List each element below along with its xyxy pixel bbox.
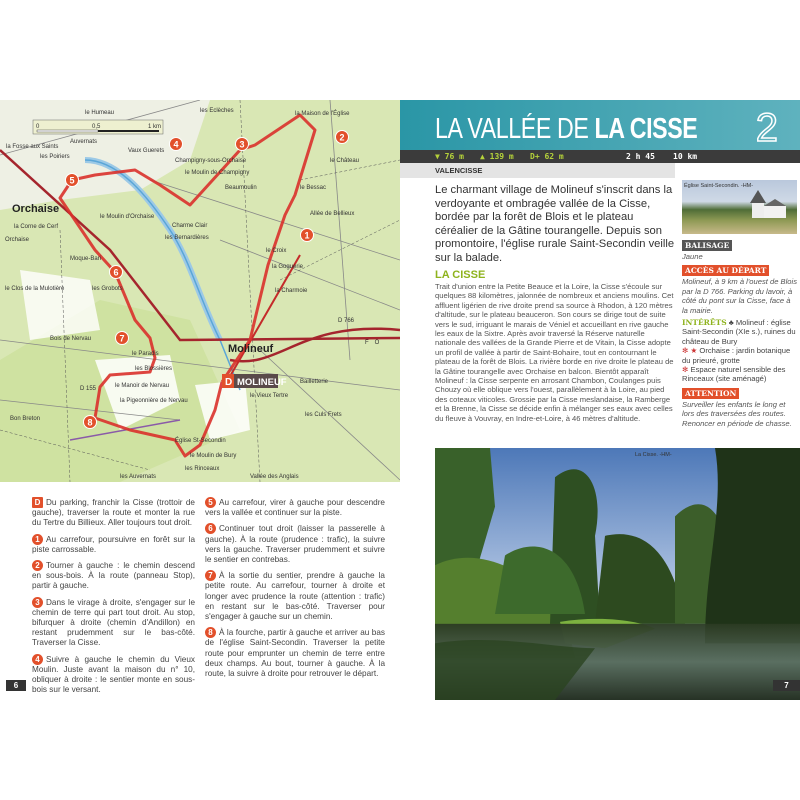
step-text: Dans le virage à droite, s'engager sur le chemin de terre qui part tout droit. Au stop, bifurquer à droite (chemin d'Andillon) en restant prudemment sur le bas-côté. Traverser la Cisse. [32,597,195,648]
step-text: À la fourche, partir à gauche et arriver au bas de l'église Saint-Secondin. Traverser la petite route pour emprunter un chemin de terre entre deux champs. Au bout, tourner à gauche. À la route, la suivre à droite pour retrouver le départ. [205,628,385,679]
interets-item: Espace naturel sensible des Rinceaux (site aménagé) [682,365,786,384]
stats-bar [400,150,800,163]
scale-label: 0,5 [92,124,101,130]
distance: 10 km [673,152,698,161]
waypoint-number: 5 [69,175,75,186]
waypoint-number: 7 [119,333,125,344]
map-place-label: Bailletterie [300,379,329,385]
elevation-gain: D+ 62 m [530,152,564,161]
church-symbol-icon: ♣ [728,318,734,328]
waypoint-number: 8 [87,417,93,428]
direction-step [32,534,195,555]
step-number-badge: D [32,497,43,508]
interets-item: Molineuf : église Saint-Secondin (XIe s.), ruines du château de Bury [682,318,796,346]
waypoint-marker[interactable] [66,174,79,187]
map-place-label: Charme Clair [172,223,208,229]
title-bold: LA CISSE [594,113,698,145]
map-place-label: FO [365,340,386,346]
map-place-label: Moque-Bari [70,256,102,262]
waypoint-marker[interactable] [301,229,314,242]
step-number-badge: 6 [205,523,216,534]
interets-item: Orchaise : jardin botanique du prieuré, grotte [682,346,791,365]
waypoint-marker[interactable] [110,266,123,279]
directions-column-2 [205,497,385,684]
map-place-label: D 155 [80,386,97,392]
step-number-badge: 5 [205,497,216,508]
map-place-label: Église St-Secondin [175,438,226,444]
waypoint-number: 3 [239,139,245,150]
route-title [435,113,697,146]
map-place-label: le Manoir de Nervau [115,383,170,389]
map-place-label: le Humeau [85,110,115,116]
map-place-label: le Croix [266,248,287,254]
interets-label: INTÉRÊTS [682,318,727,328]
map-place-label: les Auvernats [120,474,157,480]
direction-step [32,560,195,592]
intro-text: Le charmant village de Molineuf s'inscrit dans la verdoyante et ombragée vallée de la Cisse, bordée par la forêt de Blois et le plateau céréalier de la Gâtine tourangelle. Depuis son promontoire, l'église rurale Saint-Secondin veille sur la balade. [435,184,675,264]
title-light: LA VALLÉE DE [435,113,595,145]
map-place-label: les Eclèches [200,108,234,114]
waypoint-marker[interactable] [84,416,97,429]
attention-text: Surveiller les enfants le long et lors des traversées des routes. Renoncer en période de chasse. [682,399,792,428]
step-text: Du parking, franchir la Cisse (trottoir de gauche), traverser la route et monter la rue du Tertre du Billieux. Aller toujours tout droit. [32,498,195,528]
map-place-label: les Culs Frets [305,412,342,418]
map-place-label: la Maison de l'Église [295,111,350,117]
waypoint-number: 4 [173,139,179,150]
map-place-label: Vallée des Anglais [250,474,299,480]
map-place-label: D 766 [338,318,355,324]
map-place-label: la Fosse aux Saints [6,144,59,150]
balisage-value: Jaune [682,252,703,261]
map-place-label: le Moulin de Champigny [185,170,250,176]
scale-label: 1 km [148,124,162,130]
route-header [400,100,800,150]
max-altitude: ▲ 139 m [480,152,514,161]
step-text: Tourner à gauche : le chemin descend en sous-bois. À la route (panneau Stop), partir à gauche. [32,561,195,591]
direction-step [205,523,385,565]
map-place-label: la Charmoie [275,288,308,294]
map-place-label: la Pigeonnière de Nervau [120,398,188,404]
garden-icon: ✻ ★ [682,346,698,356]
acces-text: Molineuf, à 9 km à l'ouest de Blois par la D 766. Parking du lavoir, à côté du pont sur la Cisse, face à la mairie. [682,277,797,315]
river-photo [435,448,800,700]
start-marker[interactable] [222,374,287,388]
photo-caption: Église Saint-Secondin. -HM- [684,183,754,189]
waypoint-marker[interactable] [170,138,183,151]
attention-label: ATTENTION [682,388,739,399]
map-place-label: le Vieux Tertre [250,393,289,399]
map-place-label: Bon Breton [10,416,41,422]
map-place-label: le Château [330,158,360,164]
start-letter: D [225,377,233,388]
start-label: MOLINEUF [237,377,287,388]
direction-step [32,654,195,696]
section-title: LA CISSE [435,269,486,281]
scale-label: 0 [36,124,40,130]
direction-step [205,497,385,518]
step-number-badge: 7 [205,570,216,581]
nature-icon: ✻ [682,365,689,375]
map-place-label: Allée de Bellieux [310,211,355,217]
min-altitude: ▼ 76 m [435,152,464,161]
map-place-label: Champigny-sous-Orchaise [175,158,247,164]
map-place-label: le Clos de la Mulotière [5,286,65,292]
info-sidebar [682,180,797,428]
direction-step [32,597,195,649]
map-place-label: les Poiriers [40,154,70,160]
direction-step [205,570,385,622]
map-place-label: Bois de Nervau [50,336,92,342]
map-place-label: le Bessac [300,185,327,191]
topographic-map[interactable] [0,100,400,482]
step-number-badge: 1 [32,534,43,545]
map-scale-bar [33,120,163,134]
step-number-badge: 8 [205,627,216,638]
map-place-label: la Goguerie [272,264,304,270]
waypoint-number: 6 [113,267,119,278]
map-place-label: Auvernats [70,139,98,145]
waypoint-marker[interactable] [336,131,349,144]
step-text: Au carrefour, poursuivre en forêt sur la piste carrossable. [32,534,195,554]
step-text: Au carrefour, virer à gauche pour descendre vers la vallée et continuer sur la piste. [205,498,385,518]
step-text: Suivre à gauche le chemin du Vieux Moulin. Juste avant la maison du n° 10, obliquer à droite : le sentier monte en sous-bois sur le versant. [32,654,195,695]
step-text: À la sortie du sentier, prendre à gauche la petite route. Au carrefour, tourner à droite et longer avec prudence la route (attention : trafic) en restant sur le bas-côté. Traverser pour s'engager à gauche sur un chemin. [205,571,385,622]
section-text: Trait d'union entre la Petite Beauce et la Loire, la Cisse s'écoule sur quelques 88 kilomètres, jalonnée de nombreux et anciens moulins. Cet affluent ligérien de rive droite prend sa source à Rhodon, à 120 mètres d'altitude, sur le plateau beauceron. Son cours se dirige tout de suite vers le sud, irriguant le marais de Véniel et accueillant en rive gauche les eaux de la Sixtre. Après avoir traversé la Réserve naturelle nationale des vallées de la Grande Pierre et de Vitain, la Cisse adopte un profil de vallée à partir de Saint-Bohaire, tout en contournant le plateau de la forêt de Blois. La rivière borde en rive droite le plateau de la Gâtine tourangelle avec Orchaise en balcon. Bientôt apparaît Molineuf : la Cisse serpente en arrosant Chambon, Coulanges puis Chouzy où elle oblique vers l'ouest, parallèlement à la Loire, au pied des coteaux viticoles. Grossie par la Cisse meslandaise, la Ramberge et la Brenne, la Cisse se décide enfin à mélanger ses eaux avec celles du fleuve à Vouvray, en Indre-et-Loire, à 46 mètres d'altitude. [435,282,674,423]
map-place-label: Orchaise [5,237,30,243]
page-number-right: 7 [773,680,800,691]
waypoint-marker[interactable] [236,138,249,151]
map-place-label: les Bernardières [165,235,209,241]
step-text: Continuer tout droit (laisser la passerelle à gauche). À la route (prudence : trafic), la suivre vers la gauche. Traverser prudemment et suivre le sentier en contrebas. [205,524,385,565]
map-place-label: la Corne de Cerf [14,224,59,230]
map-place-label: Molineuf [228,343,274,355]
waypoint-number: 1 [304,230,310,241]
route-number: 2 [755,106,778,150]
main-text-column [435,184,677,423]
map-place-label: Beaumoulin [225,185,257,191]
map-place-label: Orchaise [12,203,60,215]
map-place-label: Vaux Guerets [128,148,165,154]
directions-column-1 [32,497,195,700]
waypoint-marker[interactable] [116,332,129,345]
step-number-badge: 3 [32,597,43,608]
waypoint-number: 2 [339,132,345,143]
church-photo [682,180,797,234]
step-number-badge: 2 [32,560,43,571]
photo-caption: La Cisse. -HM- [635,452,672,458]
map-place-label: les Rinceaux [185,466,220,472]
direction-step [205,627,385,679]
duration: 2 h 45 [626,152,655,161]
map-place-label: les Grobots [92,286,123,292]
page-number-left: 6 [6,680,26,691]
book-spread [0,100,800,700]
acces-label: ACCÈS AU DÉPART [682,265,769,276]
direction-step [32,497,195,529]
region-label: VALENCISSE [400,163,675,178]
map-place-label: le Paradis [132,351,159,357]
map-place-label: les Blossières [135,366,173,372]
step-number-badge: 4 [32,654,43,665]
balisage-label: BALISAGE [682,240,732,251]
map-place-label: le Moulin de Bury [190,453,237,459]
map-place-label: le Moulin d'Orchaise [100,214,155,220]
